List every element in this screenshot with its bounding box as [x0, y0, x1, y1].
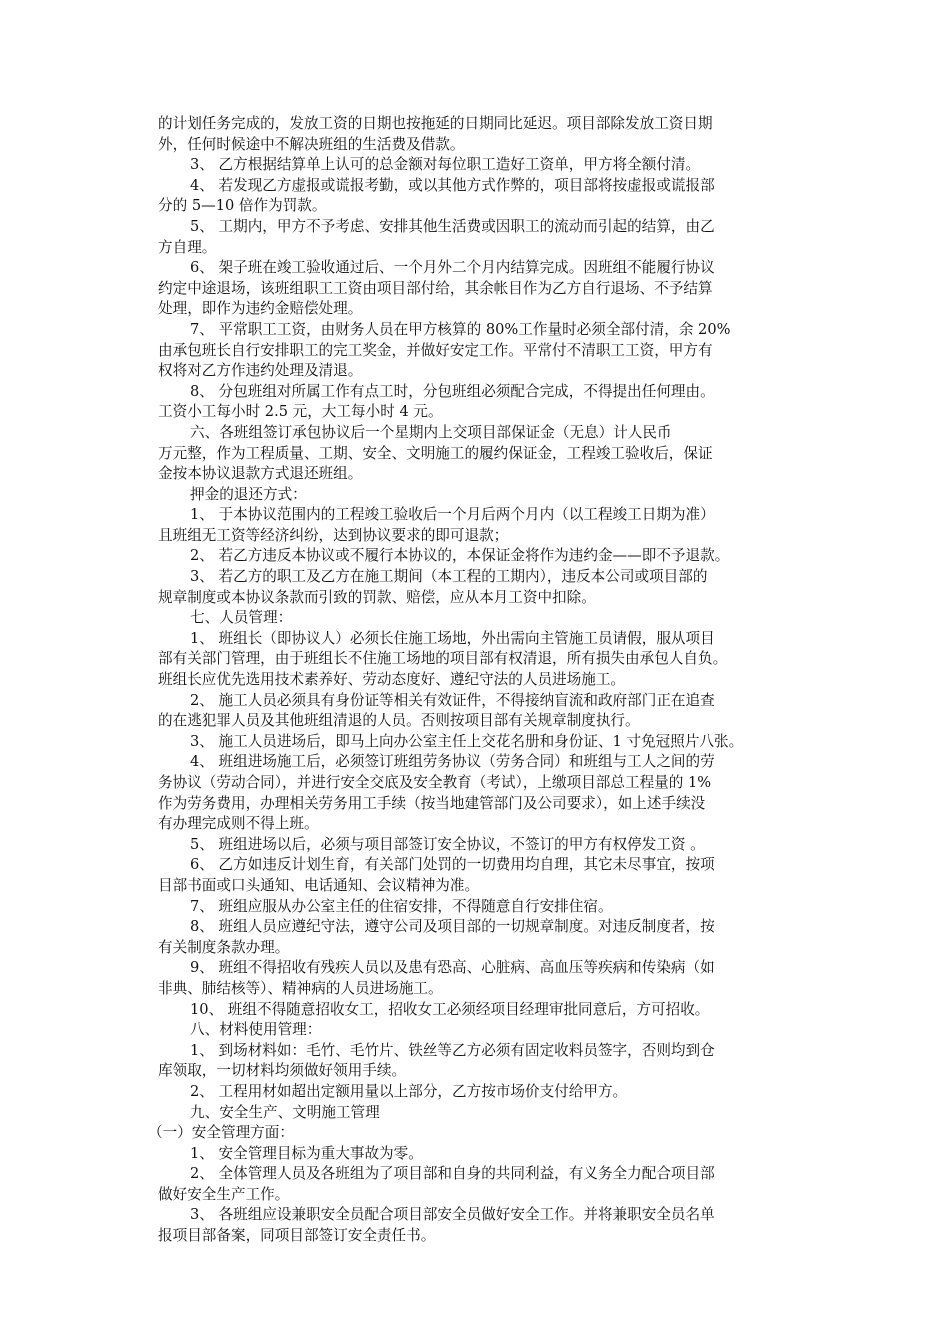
paragraph-line: 5、 工期内，甲方不予考虑、安排其他生活费或因职工的流动而引起的结算，由乙 — [190, 217, 715, 235]
paragraph-line: 做好安全生产工作。 — [158, 1185, 290, 1203]
paragraph-line: 八、材料使用管理： — [190, 1021, 322, 1039]
paragraph-line: 押金的退还方式： — [190, 485, 307, 503]
paragraph-line: 1、 于本协议范围内的工程竣工验收后一个月后两个月内（以工程竣工日期为准） — [190, 506, 715, 524]
paragraph-line: 2、 全体管理人员及各班组为了项目部和自身的共同利益，有义务全力配合项目部 — [190, 1165, 715, 1183]
paragraph-line: 6、 乙方如违反计划生育，有关部门处罚的一切费用均自理，其它未尽事宜，按项 — [190, 856, 715, 874]
paragraph-line: 工资小工每小时 2.5 元，大工每小时 4 元。 — [158, 403, 443, 421]
paragraph-line: 10、 班组不得随意招收女工，招收女工必须经项目经理审批同意后，方可招收。 — [190, 1000, 710, 1018]
paragraph-line: 七、人员管理： — [190, 609, 293, 627]
paragraph-line: 1、 班组长（即协议人）必须长住施工场地，外出需向主管施工员请假，服从项目 — [190, 629, 715, 647]
paragraph-line: 作为劳务费用，办理相关劳务用工手续（按当地建管部门及公司要求），如上述手续没 — [158, 794, 706, 812]
paragraph-line: 6、 架子班在竣工验收通过后、一个月外二个月内结算完成。因班组不能履行协议 — [190, 259, 715, 277]
paragraph-line: 部有关部门管理，由于班组长不住施工场地的项目部有权清退，所有损失由承包人自负。 — [158, 650, 728, 668]
paragraph-line: 4、 班组进场施工后，必须签订班组劳务协议（劳务合同）和班组与工人之间的劳 — [190, 753, 715, 771]
paragraph-line: 务协议（劳动合同），并进行安全交底及安全教育（考试），上缴项目部总工程量的 1% — [158, 774, 712, 791]
paragraph-line: 7、 班组应服从办公室主任的住宿安排，不得随意自行安排住宿。 — [190, 897, 613, 915]
paragraph-line: 六、各班组签订承包协议后一个星期内上交项目部保证金（无息）计人民币 — [190, 423, 672, 441]
paragraph-line: 有办理完成则不得上班。 — [158, 815, 319, 833]
paragraph-line: 金按本协议退款方式退还班组。 — [158, 465, 363, 483]
paragraph-line: 1、 安全管理目标为重大事故为零。 — [190, 1144, 423, 1162]
paragraph-line: 有关制度条款办理。 — [158, 938, 290, 956]
paragraph-line: 由承包班长自行安排职工的完工奖金，并做好安定工作。平常付不清职工工资，甲方有 — [158, 341, 713, 359]
paragraph-line: 5、 班组进场以后，必须与项目部签订安全协议，不签订的甲方有权停发工资 。 — [190, 835, 705, 853]
paragraph-line: 库领取，一切材料均须做好领用手续。 — [158, 1062, 407, 1080]
paragraph-line: 2、 工程用材如超出定额用量以上部分，乙方按市场价支付给甲方。 — [190, 1082, 628, 1100]
paragraph-line: 万元整，作为工程质量、工期、安全、文明施工的履约保证金，工程竣工验收后，保证 — [158, 444, 713, 462]
paragraph-line: 9、 班组不得招收有残疾人员以及患有恐高、心脏病、高血压等疾病和传染病（如 — [190, 959, 715, 977]
paragraph-line: 1、 到场材料如：毛竹、毛竹片、铁丝等乙方必须有固定收料员签字，否则均到仓 — [190, 1041, 715, 1059]
paragraph-line: （一）安全管理方面： — [148, 1124, 294, 1142]
paragraph-line: 8、 班组人员应遵纪守法，遵守公司及项目部的一切规章制度。对违反制度者，按 — [190, 918, 715, 936]
paragraph-line: 3、 施工人员进场后，即马上向办公室主任上交花名册和身份证、1 寸免冠照片八张。 — [190, 732, 744, 750]
paragraph-line: 2、 若乙方违反本协议或不履行本协议的，本保证金将作为违约金——即不予退款。 — [190, 547, 730, 565]
paragraph-line: 8、 分包班组对所属工作有点工时，分包班组必须配合完成，不得提出任何理由。 — [190, 382, 715, 400]
paragraph-line: 班组长应优先选用技术素养好、劳动态度好、遵纪守法的人员进场施工。 — [158, 671, 626, 689]
paragraph-line: 权将对乙方作违约处理及清退。 — [158, 362, 363, 380]
paragraph-line: 3、 各班组应设兼职安全员配合项目部安全员做好安全工作。并将兼职安全员名单 — [190, 1206, 715, 1224]
document-body — [148, 114, 818, 1247]
paragraph-line: 的计划任务完成的，发放工资的日期也按拖延的日期同比延迟。项目部除发放工资日期 — [158, 115, 713, 132]
paragraph-line: 4、 若发现乙方虚报或谎报考勤，或以其他方式作弊的，项目部将按虚报或谎报部 — [190, 176, 715, 194]
paragraph-line: 目部书面或口头通知、电话通知、会议精神为准。 — [158, 876, 480, 894]
paragraph-line: 2、 施工人员必须具有身份证等相关有效证件，不得接纳盲流和政府部门正在追查 — [190, 691, 715, 709]
paragraph-line: 3、 乙方根据结算单上认可的总金额对每位职工造好工资单，甲方将全额付清。 — [190, 156, 701, 174]
paragraph-line: 且班组无工资等经济纠纷，达到协议要求的即可退款； — [158, 526, 509, 544]
paragraph-line: 分的 5—10 倍作为罚款。 — [158, 197, 327, 215]
paragraph-line: 7、 平常职工工资，由财务人员在甲方核算的 80%工作量时必须全部付清，余 20% — [190, 320, 731, 338]
paragraph-line: 的在逃犯罪人员及其他班组清退的人员。否则按项目部有关规章制度执行。 — [158, 712, 640, 730]
paragraph-line: 处理，即作为违约金赔偿处理。 — [158, 300, 363, 318]
paragraph-line: 外，任何时候途中不解决班组的生活费及借款。 — [158, 135, 465, 153]
paragraph-line: 非典、肺结核等）、精神病的人员进场施工。 — [158, 979, 443, 997]
paragraph-line: 约定中途退场，该班组职工工资由项目部付给，其余帐目作为乙方自行退场、不予结算 — [158, 279, 713, 297]
paragraph-line: 报项目部备案，同项目部签订安全责任书。 — [158, 1227, 436, 1245]
paragraph-line: 3、 若乙方的职工及乙方在施工期间（本工程的工期内），违反本公司或项目部的 — [190, 568, 708, 586]
paragraph-line: 规章制度或本协议条款而引致的罚款、赔偿，应从本月工资中扣除。 — [158, 588, 596, 606]
paragraph-line: 九、安全生产、文明施工管理 — [190, 1103, 380, 1121]
paragraph-line: 方自理。 — [158, 238, 217, 256]
